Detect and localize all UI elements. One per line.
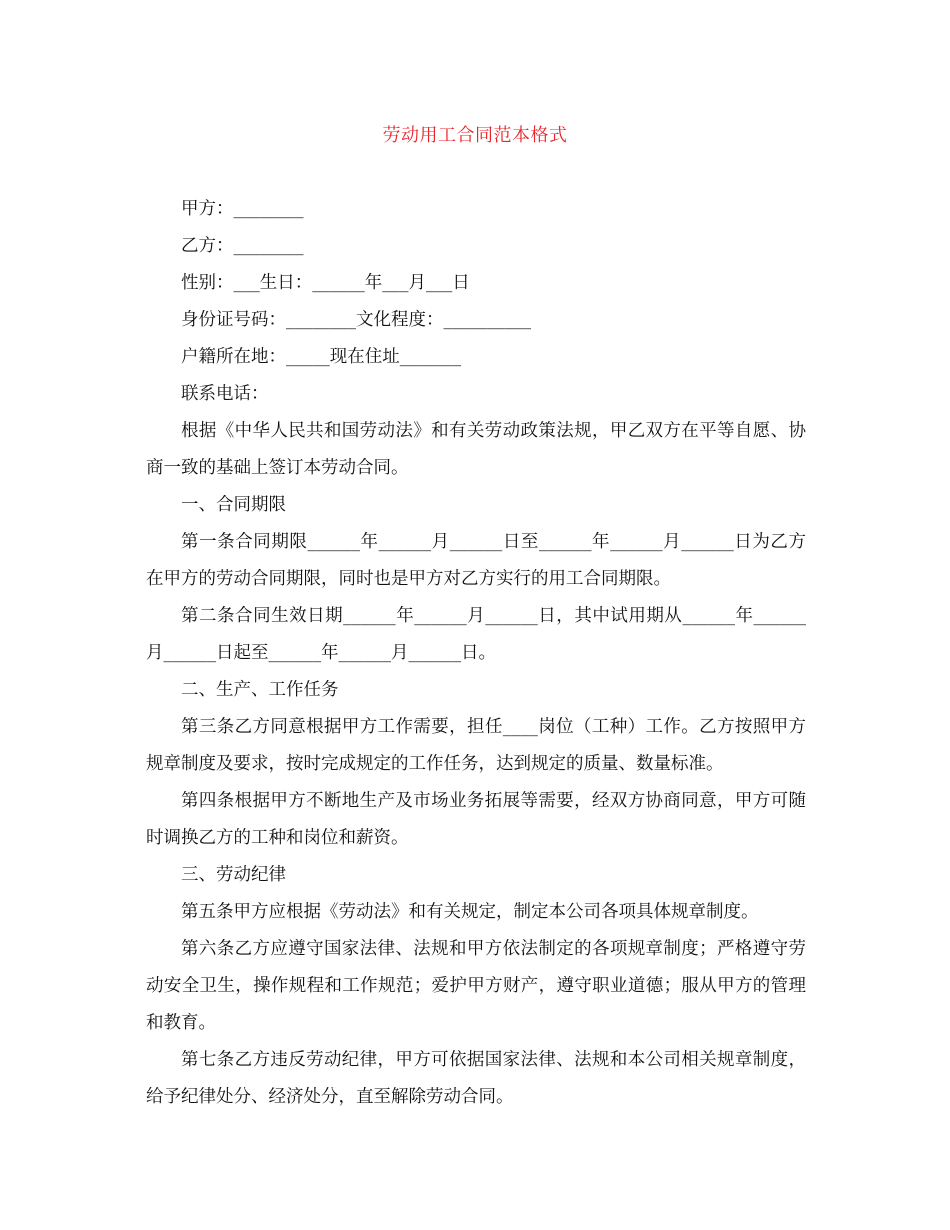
contract-body [146, 191, 806, 1116]
party-b-line: 乙方：________ [181, 236, 304, 256]
section-heading-term: 一、合同期限 [181, 495, 286, 515]
party-a-line: 甲方：________ [181, 199, 304, 219]
article-1: 第一条合同期限______年______月______日至______年______月______日为乙方在甲方的劳动合同期限，同时也是甲方对乙方实行的用工合同期限。 [146, 532, 806, 589]
id-education-line: 身份证号码：________文化程度：__________ [181, 310, 531, 330]
article-4: 第四条根据甲方不断地生产及市场业务拓展等需要，经双方协商同意，甲方可随时调换乙方的工种和岗位和薪资。 [146, 791, 806, 848]
document-title: 劳动用工合同范本格式 [382, 125, 568, 146]
preamble-paragraph: 根据《中华人民共和国劳动法》和有关劳动政策法规，甲乙双方在平等自愿、协商一致的基础上签订本劳动合同。 [146, 421, 806, 478]
gender-birthday-line: 性别：___生日：______年___月___日 [181, 273, 470, 293]
article-6: 第六条乙方应遵守国家法律、法规和甲方依法制定的各项规章制度；严格遵守劳动安全卫生，操作规程和工作规范；爱护甲方财产，遵守职业道德；服从甲方的管理和教育。 [146, 939, 806, 1033]
section-heading-discipline: 三、劳动纪律 [181, 865, 286, 885]
article-3: 第三条乙方同意根据甲方工作需要，担任____岗位（工种）工作。乙方按照甲方规章制度及要求，按时完成规定的工作任务，达到规定的质量、数量标准。 [146, 717, 806, 774]
article-7: 第七条乙方违反劳动纪律，甲方可依据国家法律、法规和本公司相关规章制度，给予纪律处分、经济处分，直至解除劳动合同。 [146, 1050, 806, 1107]
article-5: 第五条甲方应根据《劳动法》和有关规定，制定本公司各项具体规章制度。 [181, 902, 759, 922]
article-2: 第二条合同生效日期______年______月______日，其中试用期从______年______月______日起至______年______月______日。 [146, 606, 806, 663]
phone-line: 联系电话： [181, 384, 269, 404]
residence-address-line: 户籍所在地：_____现在住址_______ [181, 347, 461, 367]
section-heading-tasks: 二、生产、工作任务 [181, 680, 339, 700]
